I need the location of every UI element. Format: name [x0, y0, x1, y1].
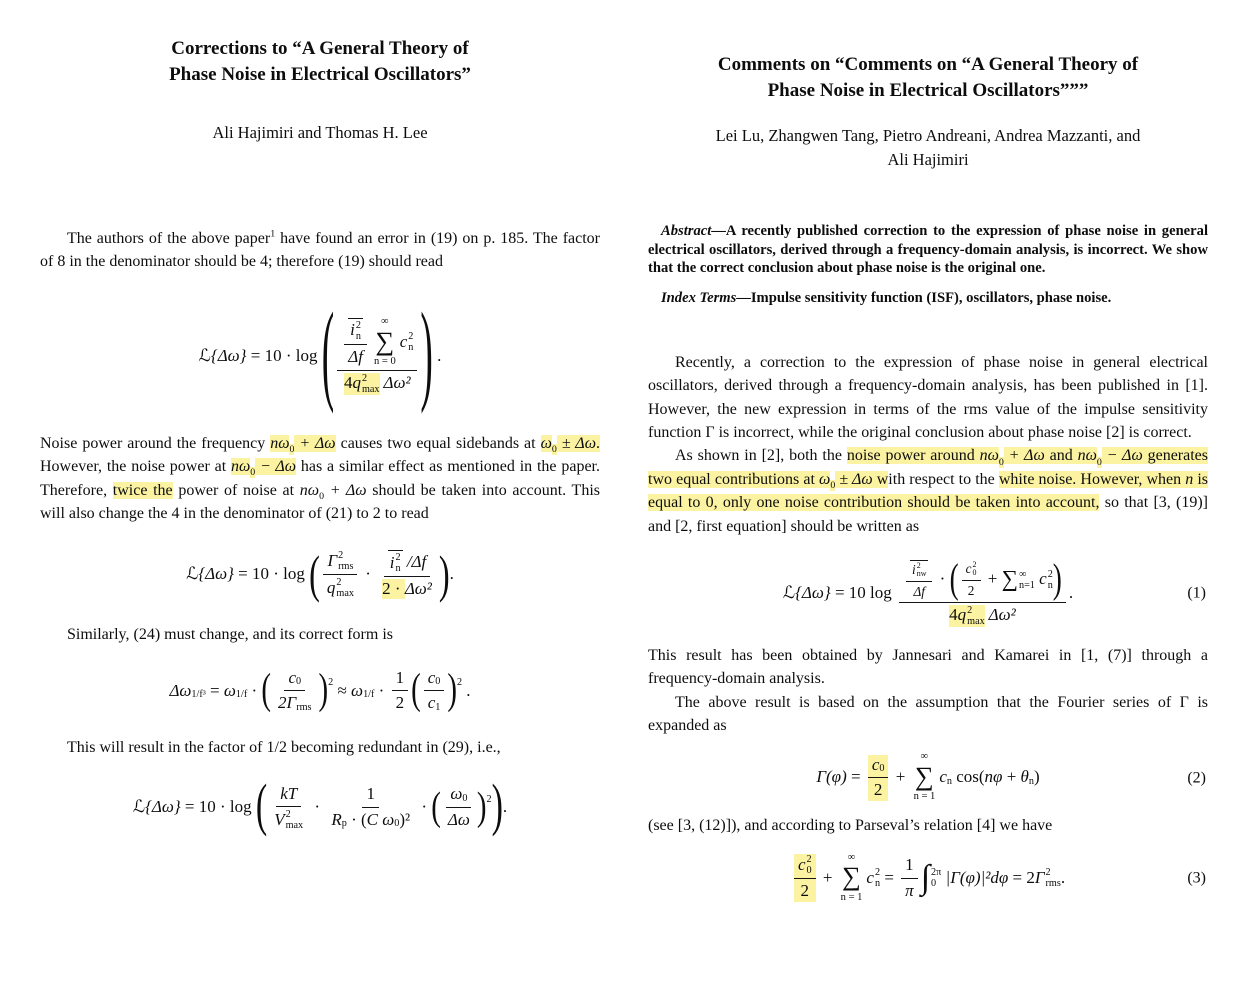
- equation-24-corrected: Δω 1/f³ = ω 1/f · ( c 0 2Γ rms ) 2 ≈ ω 1/f · 1 2 ( c 0 c 1 ) 2 .: [169, 665, 471, 714]
- equation-number-2: (2): [1187, 769, 1206, 787]
- left-paper-title: [40, 36, 600, 88]
- equation-2: Γ(φ) = c 0 2 + ∞ ∑ n = 1 c n cos( nφ + θ n ) (2): [816, 751, 1206, 803]
- equation-number-3: (3): [1187, 869, 1206, 887]
- equation-29-corrected: ℒ{Δω} = 10 · log ( kT V 2 max · 1 R p · ( C ω 0 )² · ( ω 0 Δω ) 2 ) .: [132, 774, 508, 838]
- right-title-line-2: Phase Noise in Electrical Oscillators”””: [767, 80, 1089, 101]
- paper-corrections: [40, 36, 600, 855]
- left-author-line: Ali Hajimiri and Thomas H. Lee: [212, 123, 428, 142]
- right-author-line-1: Lei Lu, Zhangwen Tang, Pietro Andreani, Andrea Mazzanti, and: [715, 126, 1141, 145]
- left-title-line-1: Corrections to “A General Theory of: [171, 38, 469, 59]
- paragraph-this-result: This result has been obtained by Jannesari and Kamarei in [1, (7)] through a frequency-domain analysis.: [648, 647, 1208, 688]
- right-author-line-2: Ali Hajimiri: [887, 150, 969, 169]
- paragraph-above-result: The above result is based on the assumption that the Fourier series of Γ is expanded as: [648, 693, 1208, 735]
- paragraph-intro: The authors of the above paper$^1$ have found an error in (19) on p. 185. The factor of 8 in the denominator should be 4; therefore (19) should read: [40, 228, 600, 271]
- paragraph-noise-power: Noise power around the frequency $n\omega_0 + \Delta\omega$ causes two equal sidebands at $\omega_0 \pm \Delta\omega$. However, the noise power at $n\omega_0 - \Delta\omega$ has a similar effect as mentioned in the paper. Therefore, twice the power of noise at $n\omega_0 + \Delta\omega$ should be taken into account. This will also change the 4 in the denominator of (21) to 2 to read: [40, 434, 600, 523]
- equation-number-1: (1): [1187, 584, 1206, 602]
- right-author-line: [648, 124, 1208, 172]
- paper-comments: [648, 52, 1208, 919]
- equation-3: c 2 0 2 + ∞ ∑ n = 1 c 2 n = $\frac{1}{\pi}$ ∫ 2π 0 |Γ(φ)|² dφ = 2 Γ 2 rms . (3): [648, 848, 1208, 908]
- paragraph-similarly: Similarly, (24) must change, and its correct form is: [67, 626, 393, 644]
- paragraph-see-parseval: (see [3, (12)]), and according to Parseval’s relation [4] we have: [648, 816, 1053, 834]
- right-title-line-1: Comments on “Comments on “A General Theory of: [717, 54, 1139, 75]
- paragraph-recently: Recently, a correction to the expression of phase noise in general electrical oscillators, derived through a frequency-domain analysis, has been published in [1]. However, the new expression in terms of the rms value of the impulse sensitivity function Γ is incorrect, while the original conclusion about phase noise [2] is correct.: [648, 353, 1208, 442]
- right-paper-title: [648, 52, 1208, 104]
- equation-1: ℒ{Δω} = 10 log i 2 nw Δf · ( c 2 0 2 + ∑ ∞ n=1 c 2 n ) 4 q 2 max Δω² . (1): [782, 555, 1206, 627]
- equation-21-corrected: ℒ{Δω} = 10 · log ( Γ 2 rms q 2 max · i 2 n /Δf 2 · Δω² ) .: [186, 545, 454, 603]
- abstract: Abstract—A recently published correction to the expression of phase noise in general electrical oscillators, derived through a frequency-domain analysis, is incorrect. We show that the correct conclusion about phase noise is the original one.: [648, 223, 1208, 277]
- paragraph-factor-redundant: This will result in the factor of 1/2 becoming redundant in (29), i.e.,: [67, 738, 501, 756]
- index-terms: Index Terms—Impulse sensitivity function (ISF), oscillators, phase noise.: [661, 290, 1112, 307]
- left-title-line-2: Phase Noise in Electrical Oscillators”: [169, 64, 471, 85]
- paragraph-as-shown: As shown in [2], both the noise power around $n\omega_0 + \Delta\omega$ and $n\omega_0 - \Delta\omega$ generates two equal contributions at $\omega_0 \pm \Delta\omega$ with respect to the white noise. However, when n is equal to 0, only one noise contribution should be taken into account, so that [3, (19)] and [2, first equation] should be written as: [648, 447, 1209, 535]
- equation-19-corrected: ℒ{Δω} = 10 · log ( i 2 n Δf ∞ ∑ n = 0 c 2 n 4 q 2 max Δω² ) .: [198, 293, 442, 417]
